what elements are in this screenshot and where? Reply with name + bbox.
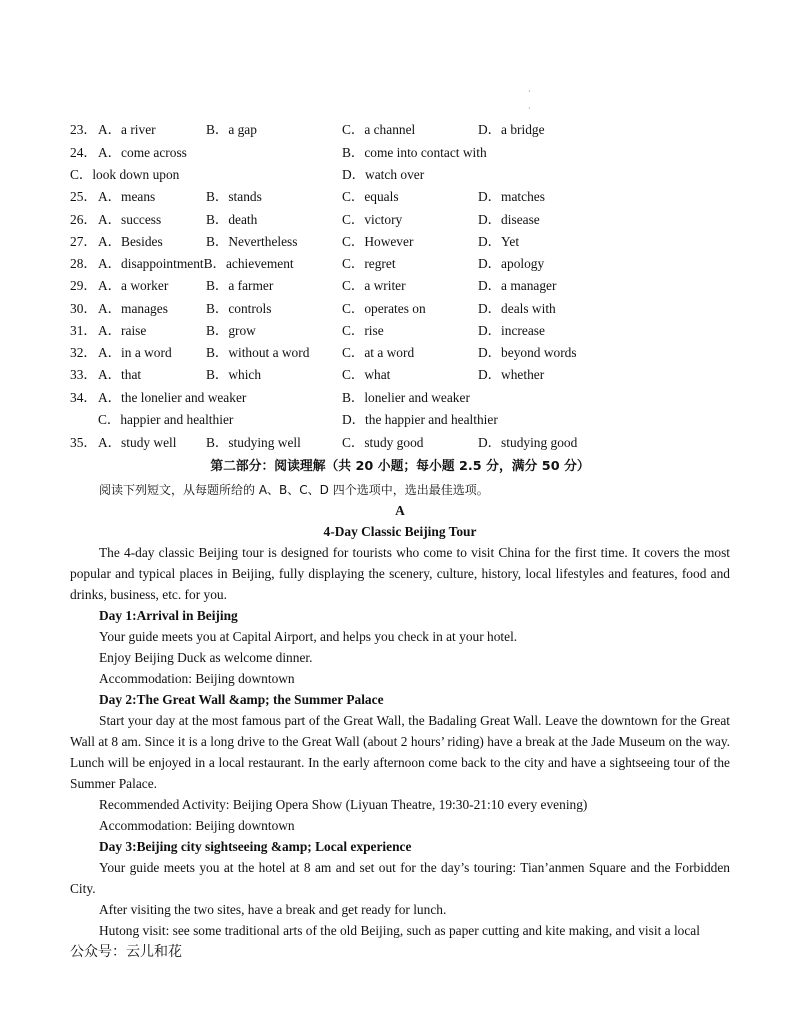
option-d: D．increase — [478, 323, 545, 338]
option-a: A．Besides — [98, 234, 163, 249]
question-number: 34． — [70, 390, 97, 405]
day3-line: Hutong visit: see some traditional arts of the old Beijing, such as paper cutting and kite making, and visit a local — [99, 923, 700, 938]
option-c: C．look down upon — [70, 167, 180, 182]
option-c: C．victory — [342, 212, 403, 227]
option-a: A．a river — [98, 122, 156, 137]
question-row — [0, 210, 800, 230]
option-c: C．equals — [342, 189, 399, 204]
option-b: B．death — [206, 212, 258, 227]
option-a: A．in a word — [98, 345, 172, 360]
question-number: 30． — [70, 301, 97, 316]
option-c: C．rise — [342, 323, 384, 338]
question-row-continued — [0, 410, 800, 430]
option-c: C．study good — [342, 435, 424, 450]
option-a: A．come across — [98, 145, 187, 160]
option-b: B．a gap — [206, 122, 257, 137]
question-row — [0, 388, 800, 408]
question-number: 23． — [70, 122, 97, 137]
question-row — [0, 276, 800, 296]
option-b: B．a farmer — [206, 278, 274, 293]
day2-heading: Day 2:The Great Wall &amp; the Summer Palace — [99, 692, 384, 707]
option-c: C．a writer — [342, 278, 406, 293]
option-a: A．success — [98, 212, 162, 227]
scan-mark: · — [528, 87, 531, 96]
option-b: B．without a word — [206, 345, 310, 360]
question-number: 28． — [70, 256, 97, 271]
day3-heading: Day 3:Beijing city sightseeing &amp; Local experience — [99, 839, 412, 854]
question-row — [0, 321, 800, 341]
option-b: B．studying well — [206, 435, 301, 450]
option-b: B．grow — [206, 323, 256, 338]
question-row — [0, 365, 800, 385]
option-a: A．manages — [98, 301, 168, 316]
passage-letter: A — [395, 503, 405, 518]
question-row-continued — [0, 165, 800, 185]
option-d: D．watch over — [342, 167, 425, 182]
option-b: B．lonelier and weaker — [342, 390, 470, 405]
question-number: 31． — [70, 323, 97, 338]
option-c: C．operates on — [342, 301, 426, 316]
scan-mark: · — [528, 104, 531, 113]
option-c: C．happier and healthier — [98, 412, 234, 427]
question-row — [0, 433, 800, 453]
option-b: B．stands — [206, 189, 262, 204]
question-number: 25． — [70, 189, 97, 204]
option-a: A．a worker — [98, 278, 169, 293]
question-row — [0, 143, 800, 163]
question-number: 35． — [70, 435, 97, 450]
option-d: D．deals with — [478, 301, 556, 316]
option-d: D．beyond words — [478, 345, 577, 360]
section-instruction: 阅读下列短文，从每题所给的 A、B、C、D 四个选项中，选出最佳选项。 — [99, 483, 489, 497]
question-row — [0, 232, 800, 252]
option-b: B．which — [206, 367, 262, 382]
option-d: D．the happier and healthier — [342, 412, 498, 427]
day1-heading: Day 1:Arrival in Beijing — [99, 608, 238, 623]
option-a: A．means — [98, 189, 156, 204]
day2-recommended-activity: Recommended Activity: Beijing Opera Show (Liyuan Theatre, 19:30-21:10 every evening) — [99, 797, 588, 812]
option-b: B．Nevertheless — [206, 234, 298, 249]
option-b: B．come into contact with — [342, 145, 487, 160]
day2-accommodation: Accommodation: Beijing downtown — [99, 818, 295, 833]
option-a: A．that — [98, 367, 142, 382]
option-a: A．study well — [98, 435, 177, 450]
option-c: C．a channel — [342, 122, 416, 137]
question-row — [0, 254, 800, 274]
question-row — [0, 299, 800, 319]
question-row — [0, 343, 800, 363]
day2-paragraph: Start your day at the most famous part of the Great Wall, the Badaling Great Wall. Leave the downtown for the Great Wall at 8 am. Since it is a long drive to the Great Wall (about 2 hours’ riding) have a break at the Jade Museum on the way. Lunch will be enjoyed in a local restaurant. In the early afternoon come back to the city and have a sightseeing tour of the Summer Palace. — [70, 713, 730, 791]
footer-watermark: 公众号：云儿和花 — [70, 944, 182, 960]
question-row — [0, 187, 800, 207]
section-title: 第二部分：阅读理解（共 20 小题；每小题 2.5 分，满分 50 分） — [210, 459, 590, 474]
option-c: C．However — [342, 234, 414, 249]
option-d: D．a bridge — [478, 122, 545, 137]
option-d: D．disease — [478, 212, 540, 227]
option-c: C．at a word — [342, 345, 415, 360]
option-d: D．Yet — [478, 234, 520, 249]
option-a-b: A．disappointmentB．achievement — [98, 256, 294, 271]
question-number: 27． — [70, 234, 97, 249]
day3-paragraph: Your guide meets you at the hotel at 8 am and set out for the day’s touring: Tian’anmen Square and the Forbidden City. — [70, 860, 730, 896]
question-number: 29． — [70, 278, 97, 293]
option-a: A．the lonelier and weaker — [98, 390, 247, 405]
intro-paragraph: The 4-day classic Beijing tour is designed for tourists who come to visit China for the first time. It covers the most popular and typical places in Beijing, fully displaying the scenery, culture, history, local lifestyles and features, food and drinks, business, etc. for you. — [70, 545, 730, 602]
option-d: D．apology — [478, 256, 545, 271]
question-number: 24． — [70, 145, 97, 160]
option-c: C．regret — [342, 256, 396, 271]
question-number: 26． — [70, 212, 97, 227]
option-b: B．controls — [206, 301, 272, 316]
day1-accommodation: Accommodation: Beijing downtown — [99, 671, 295, 686]
question-number: 33． — [70, 367, 97, 382]
day1-line: Enjoy Beijing Duck as welcome dinner. — [99, 650, 313, 665]
passage-title: 4-Day Classic Beijing Tour — [323, 524, 477, 539]
question-row — [0, 120, 800, 140]
option-d: D．a manager — [478, 278, 557, 293]
day1-line: Your guide meets you at Capital Airport, and helps you check in at your hotel. — [99, 629, 518, 644]
question-number: 32． — [70, 345, 97, 360]
day3-line: After visiting the two sites, have a break and get ready for lunch. — [99, 902, 447, 917]
option-d: D．studying good — [478, 435, 578, 450]
option-a: A．raise — [98, 323, 147, 338]
option-d: D．whether — [478, 367, 545, 382]
option-c: C．what — [342, 367, 391, 382]
option-d: D．matches — [478, 189, 545, 204]
